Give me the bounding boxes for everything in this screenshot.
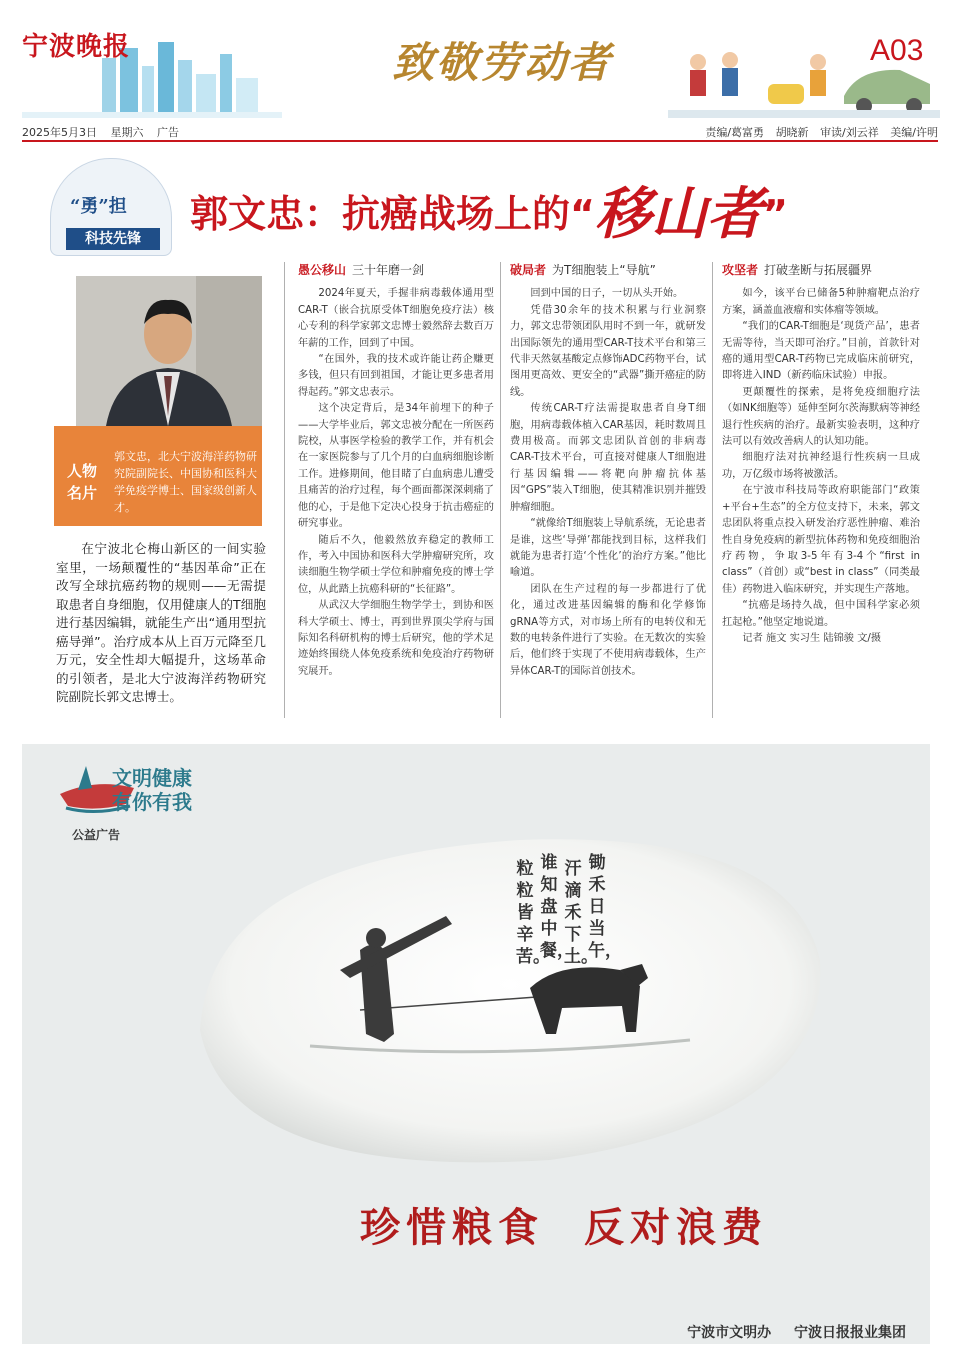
article-column-1 bbox=[298, 262, 494, 680]
paragraph: 如今，该平台已储备5种肿瘤靶点治疗方案，涵盖血液瘤和实体瘤等领域。 bbox=[722, 288, 920, 316]
article-headline bbox=[190, 170, 788, 250]
paragraph: 回到中国的日子，一切从头开始。 bbox=[530, 288, 684, 300]
section-slogan: 致敬劳动者 bbox=[392, 38, 613, 87]
paragraph: 这个决定背后，是34年前埋下的种子——大学毕业后，郭文忠被分配在一所医药院校，从事医学检验的教学工作，并有机会在一家医院参与了几个月的白血病细胞诊断工作。进修期间，他目睹了白血病患儿遭受且痛苦的治疗过程，每个画面都深深刺痛了他的心，于是他下定决心投身于抗击癌症的研究事业。 bbox=[298, 403, 494, 530]
portrait-photo bbox=[76, 276, 262, 426]
profile-card-text: 郭文忠，北大宁波海洋药物研究院副院长、中国协和医科大学免疫学博士、国家级创新人才。 bbox=[114, 450, 257, 514]
ad-logo-line: 文明健康 bbox=[112, 766, 192, 790]
poem-line: 谁知盘中餐， bbox=[540, 853, 574, 961]
page-number: A03 bbox=[870, 34, 924, 67]
profile-label-line: 人物 bbox=[66, 462, 97, 480]
column-divider bbox=[712, 262, 713, 718]
date-line bbox=[22, 124, 189, 140]
article-column-3 bbox=[722, 262, 920, 647]
newspaper-name: 宁波晚报 bbox=[22, 32, 131, 62]
article-column-2 bbox=[510, 262, 706, 680]
badge-title: “勇”担 bbox=[70, 196, 127, 217]
article-byline: 记者 施文 实习生 陆锦骏 文/摄 bbox=[742, 632, 882, 644]
ad-credit: 宁波日报报业集团 bbox=[794, 1325, 906, 1341]
editor-credit: 胡晓新 bbox=[775, 126, 809, 139]
paragraph: 细胞疗法对抗神经退行性疾病一旦成功，万亿级市场将被激活。 bbox=[722, 452, 920, 480]
ad-slogan-right: 反对浪费 bbox=[584, 1204, 768, 1251]
column-heading bbox=[298, 262, 494, 278]
headline-suffix: ” bbox=[762, 192, 788, 236]
poem-line: 汗滴禾下土。 bbox=[564, 859, 598, 967]
column-heading bbox=[510, 262, 706, 278]
headline-emphasis: 移山者 bbox=[594, 181, 763, 247]
editor-credit: 审读/刘云祥 bbox=[820, 126, 879, 139]
profile-card-label bbox=[60, 460, 104, 504]
poem-line: 粒粒皆辛苦。 bbox=[516, 859, 550, 967]
ad-credit: 宁波市文明办 bbox=[687, 1325, 772, 1341]
editor-credit: 美编/许明 bbox=[890, 126, 938, 139]
column-tag: 攻坚者 bbox=[722, 263, 759, 277]
paragraph: 随后不久，他毅然放弃稳定的教师工作，考入中国协和医科大学肿瘤研究所，攻读细胞生物学硕士学位和肿瘤免疫的博士学位，从此踏上抗癌科研的“长征路”。 bbox=[298, 534, 494, 595]
issue-date: 2025年5月3日 bbox=[22, 126, 97, 139]
column-heading bbox=[722, 262, 920, 278]
paragraph: 在宁波市科技局等政府职能部门“政策+平台+生态”的全方位支持下，未来，郭文忠团队将重点投入研发治疗恶性肿瘤、难治性自身免疫病的新型抗体药物和免疫细胞治疗药物，争取3-5年有3-4个“first in class”（首创）或“best in class”（同类最佳）药物进入临床研究，并实现生产落地。 bbox=[722, 485, 920, 595]
paragraph: 传统CAR-T疗法需提取患者自身T细胞，用病毒载体植入CAR基因，耗时数周且费用极高。而郭文忠团队首创的非病毒CAR-T技术平台，可直接对健康人T细胞进行基因编辑——将靶向肿瘤抗体基因“GPS”装入T细胞，使其精准识别并摧毁肿瘤细胞。 bbox=[510, 403, 706, 513]
ad-slogan-left: 珍惜粮食 bbox=[360, 1204, 544, 1251]
ad-logo-text bbox=[112, 766, 192, 814]
column-divider bbox=[284, 262, 285, 718]
issue-weekday: 星期六 bbox=[110, 126, 144, 139]
column-title: 三十年磨一剑 bbox=[352, 263, 425, 277]
paragraph: 更颠覆性的探索，是将免疫细胞疗法（如NK细胞等）延伸至阿尔茨海默病等神经退行性疾病的治疗。最新实验表明，这种疗法可以有效改善病人的认知功能。 bbox=[722, 386, 920, 448]
masthead-divider bbox=[22, 140, 938, 142]
portrait-figure bbox=[76, 276, 262, 426]
column-divider bbox=[500, 262, 501, 718]
badge-subtitle: 科技先锋 bbox=[66, 228, 160, 250]
editor-credits bbox=[697, 124, 938, 140]
ad-logo-line: 有你有我 bbox=[112, 790, 192, 814]
ad-type-label: 公益广告 bbox=[72, 828, 121, 842]
column-title: 为T细胞装上“导航” bbox=[552, 263, 656, 277]
ad-credits bbox=[669, 1322, 906, 1342]
paragraph: “抗癌是场持久战，但中国科学家必须扛起枪。”他坚定地说道。 bbox=[722, 600, 920, 628]
paragraph: 团队在生产过程的每一步都进行了优化，通过改进基因编辑的酶和化学修饰gRNA等方式，对市场上所有的电转仪和无数的电转条件进行了实验。在无数次的实验后，他们终于实现了不使用病毒载体，生产异体CAR-T的国际首创技术。 bbox=[510, 583, 706, 677]
column-tag: 愚公移山 bbox=[298, 263, 347, 277]
paragraph: “在国外，我的技术或许能让药企赚更多钱，但只有回到祖国，才能让更多患者用得起药。”郭文忠表示。 bbox=[298, 354, 494, 398]
rice-grain-illustration bbox=[190, 820, 830, 1180]
article-lead: 在宁波北仑梅山新区的一间实验室里，一场颠覆性的“基因革命”正在改写全球抗癌药物的规则——无需提取患者自身细胞，仅用健康人的T细胞进行基因编辑，就能生产出“通用型抗癌导弹”。治疗成本从上百万元降至几万元，安全性却大幅提升，这场革命的引领者，是北大宁波海洋药物研究院副院长郭文忠博士。 bbox=[56, 541, 266, 704]
profile-label-line: 名片 bbox=[66, 484, 97, 502]
column-tag: 破局者 bbox=[510, 263, 547, 277]
paragraph: “就像给T细胞装上导航系统，无论患者是谁，这些‘导弹’都能找到目标，这样我们就能为患者打造‘个性化’的治疗方案。”他比喻道。 bbox=[510, 518, 706, 579]
column-title: 打破垄断与拓展疆界 bbox=[764, 263, 873, 277]
headline-prefix: 郭文忠：抗癌战场上的“ bbox=[190, 192, 595, 236]
paragraph: 2024年夏天，手握非病毒载体通用型CAR-T（嵌合抗原受体T细胞免疫疗法）核心专利的科学家郭文忠博士毅然辞去数百万年薪的工作，回到了中国。 bbox=[298, 288, 494, 349]
editor-credit: 责编/葛富勇 bbox=[705, 126, 765, 139]
ad-slogan bbox=[360, 1196, 768, 1253]
edition-label: 广告 bbox=[157, 126, 179, 139]
poem-line: 锄禾日当午， bbox=[588, 853, 622, 961]
paragraph: 凭借30余年的技术积累与行业洞察力，郭文忠带领团队用时不到一年，就研发出国际领先的通用型CAR-T技术平台和第三代非天然氨基酸定点修饰ADC药物平台，试图用更高效、更安全的“武器”撕开癌症的防线。 bbox=[510, 304, 706, 398]
paragraph: 从武汉大学细胞生物学学士，到协和医科大学硕士、博士，再到世界顶尖学府与国际知名科研机构的博士后研究，他的学术足迹始终围绕人体免疫系统和免疫治疗药物研究展开。 bbox=[298, 600, 494, 677]
paragraph: “我们的CAR-T细胞是‘现货产品’，患者无需等待，当天即可治疗。”目前，首款针对癌的通用型CAR-T药物已完成临床前研究，即将进入IND（新药临床试验）申报。 bbox=[722, 321, 920, 382]
